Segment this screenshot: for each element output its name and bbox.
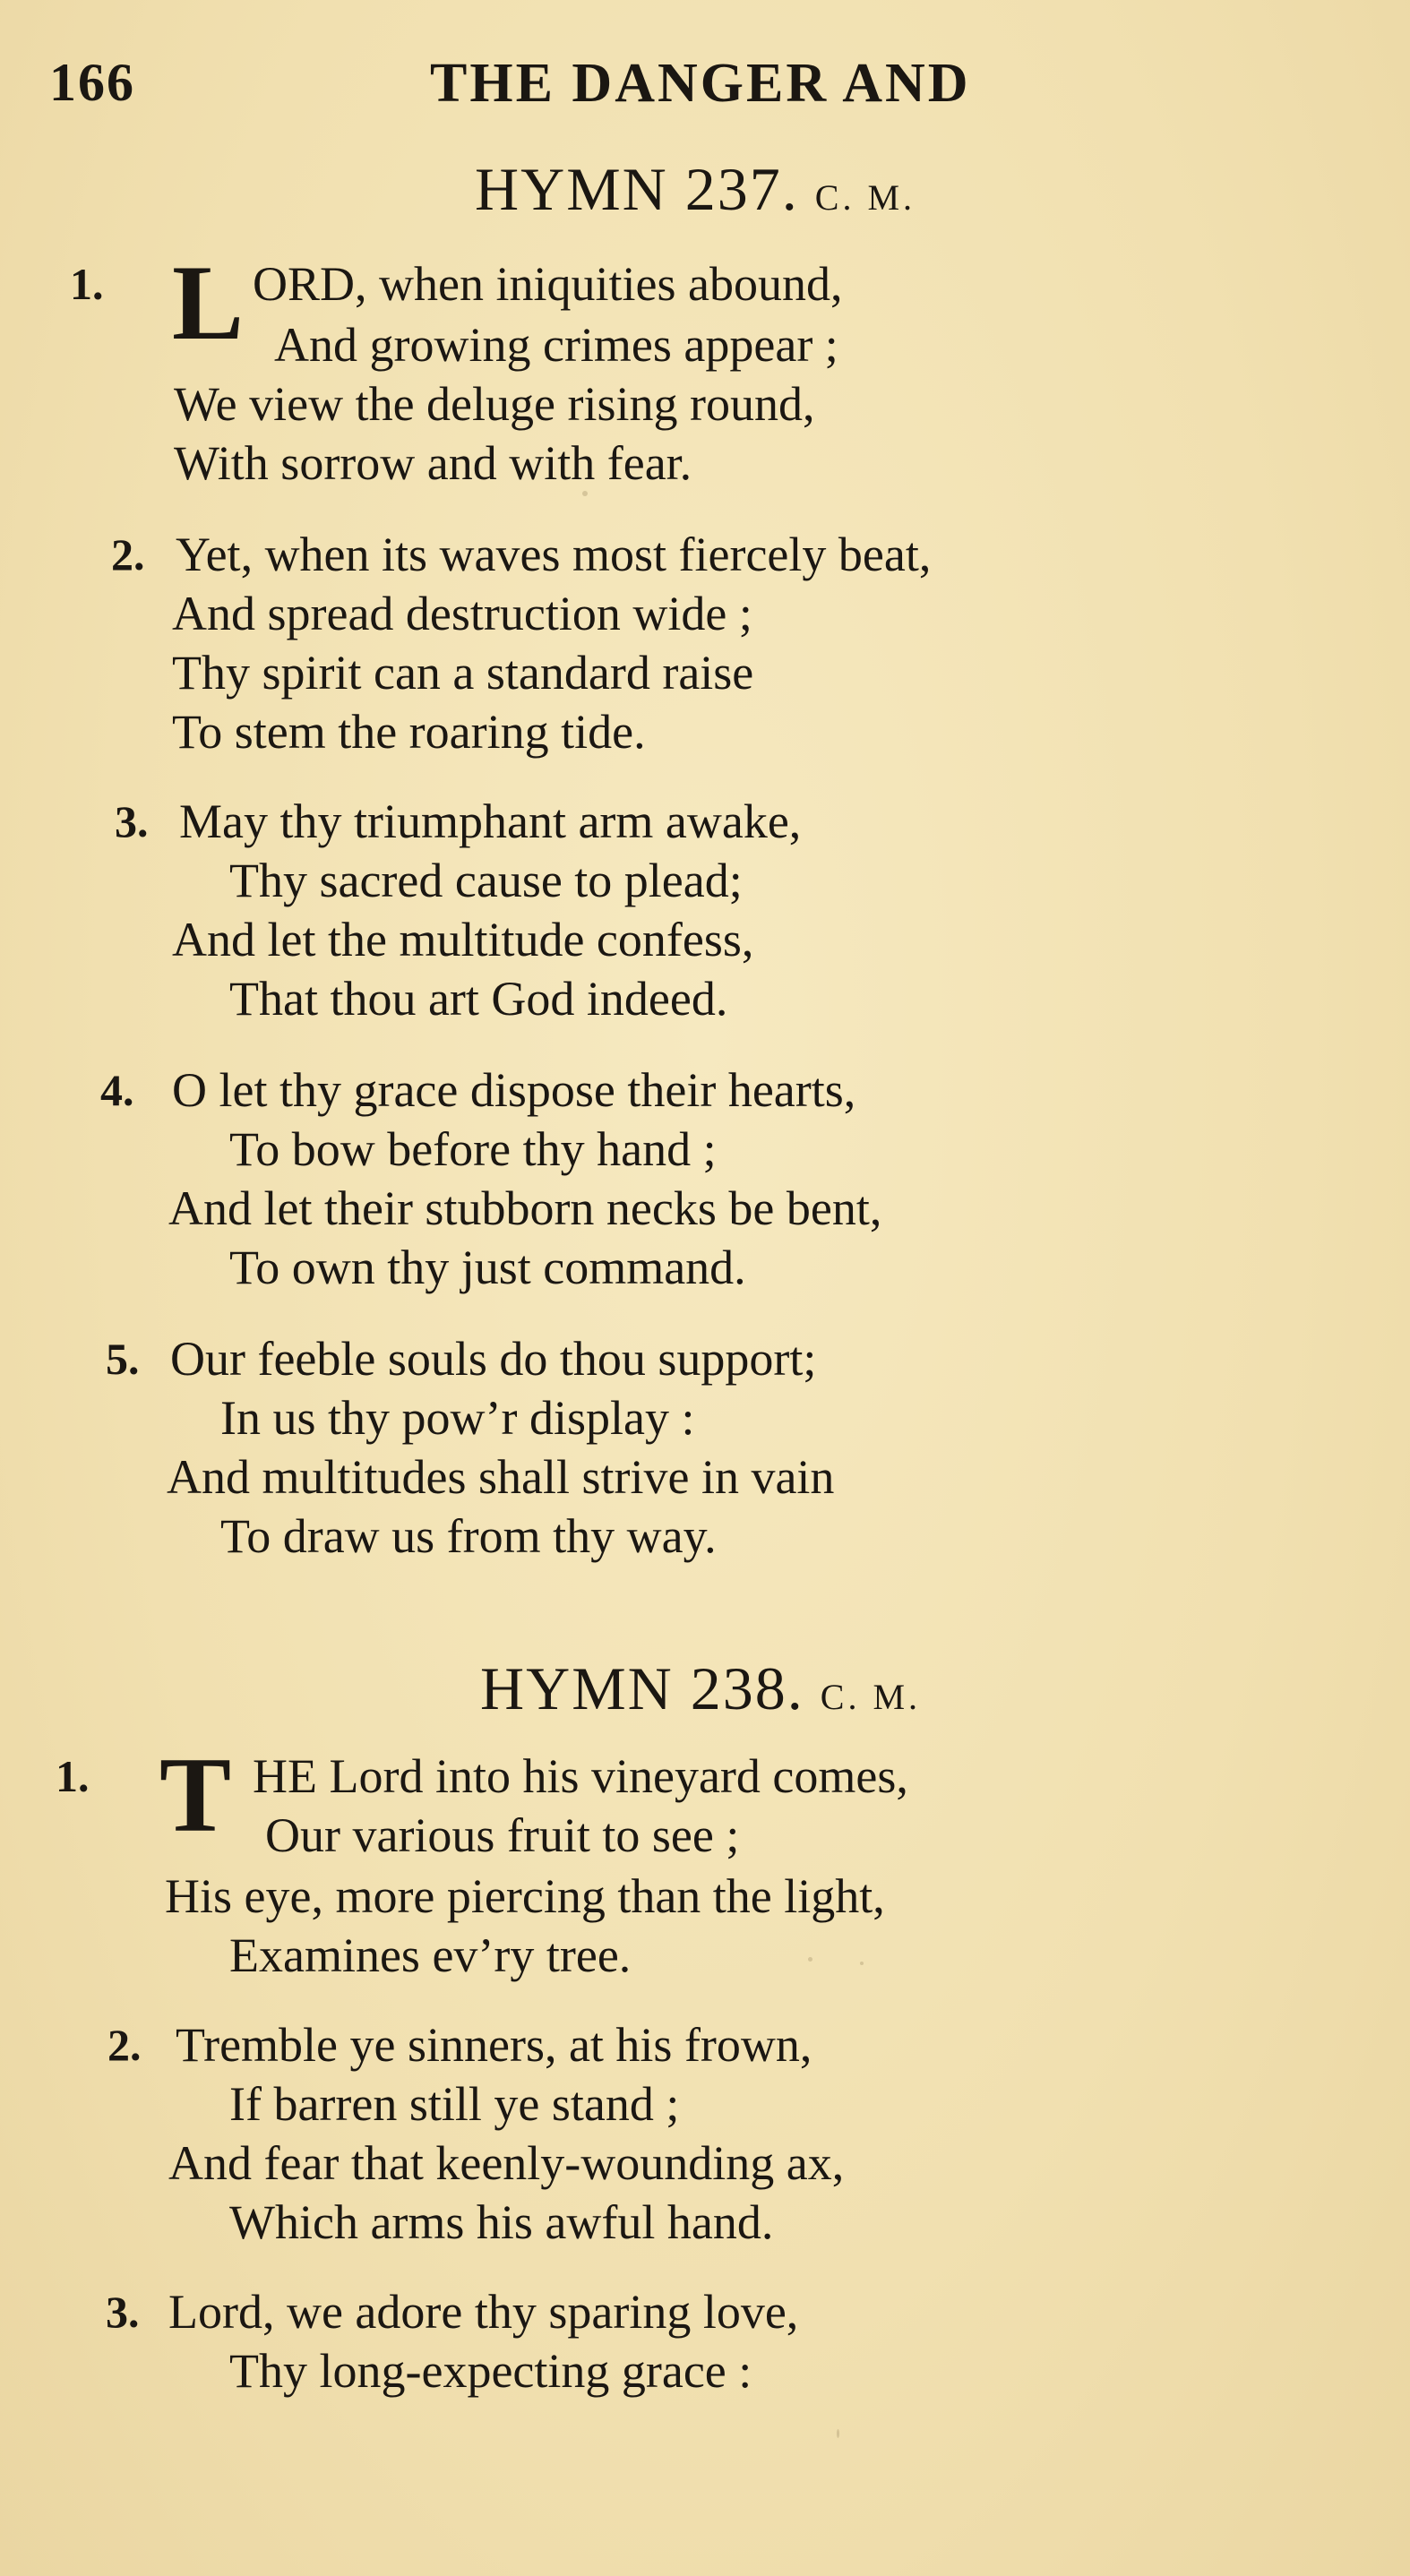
paper-speck	[860, 1962, 864, 1965]
drop-cap: T	[159, 1735, 232, 1854]
verse-line: ORD, when iniquities abound,	[253, 257, 843, 311]
hymn-238-heading	[480, 1653, 921, 1724]
verse-line: With sorrow and with fear.	[174, 436, 692, 490]
hymn-238-title: HYMN 238.	[480, 1654, 804, 1722]
verse-line: And spread destruction wide ;	[172, 587, 752, 640]
stanza-number: 2.	[111, 529, 145, 580]
paper-speck	[837, 2429, 839, 2438]
paper-speck	[808, 1957, 812, 1962]
verse-line: To stem the roaring tide.	[172, 705, 646, 759]
verse-line: And fear that keenly-wounding ax,	[168, 2136, 845, 2190]
verse-line: That thou art God indeed.	[229, 972, 728, 1026]
verse-line: And multitudes shall strive in vain	[167, 1450, 835, 1504]
running-head	[49, 52, 1035, 124]
hymn-237-title: HYMN 237.	[475, 155, 799, 223]
verse-line: O let thy grace dispose their hearts,	[172, 1063, 856, 1117]
verse-line: Our feeble souls do thou support;	[170, 1332, 817, 1386]
verse-line: To bow before thy hand ;	[229, 1122, 717, 1176]
verse-line: Our various fruit to see ;	[265, 1808, 740, 1862]
verse-line: To draw us from thy way.	[220, 1509, 717, 1563]
stanza-number: 4.	[100, 1065, 134, 1115]
page-number: 166	[49, 53, 135, 112]
running-title: THE DANGER AND	[430, 53, 971, 114]
verse-line: Yet, when its waves most fiercely beat,	[176, 528, 932, 581]
verse-line: May thy triumphant arm awake,	[179, 794, 802, 848]
verse-line: In us thy pow’r display :	[220, 1391, 695, 1445]
verse-line: Tremble ye sinners, at his frown,	[176, 2018, 812, 2072]
verse-line: Lord, we adore thy sparing love,	[168, 2285, 799, 2339]
drop-cap: L	[172, 243, 245, 362]
stanza-number: 3.	[115, 796, 149, 846]
verse-line: Thy long-expecting grace :	[229, 2344, 752, 2398]
hymn-237-heading	[475, 154, 916, 225]
verse-line: His eye, more piercing than the light,	[165, 1869, 885, 1923]
verse-line: Which arms his awful hand.	[229, 2195, 774, 2249]
hymn-237-meter: C. M.	[814, 177, 916, 218]
stanza-number: 5.	[106, 1334, 140, 1384]
verse-line: Thy spirit can a standard raise	[172, 646, 754, 700]
verse-line: HE Lord into his vineyard comes,	[253, 1749, 908, 1803]
verse-line: Thy sacred cause to plead;	[229, 854, 743, 907]
verse-line: We view the deluge rising round,	[174, 377, 815, 431]
verse-line: And growing crimes appear ;	[274, 318, 838, 372]
stanza-number: 3.	[106, 2287, 140, 2337]
verse-line: And let their stubborn necks be bent,	[168, 1181, 882, 1235]
hymn-238-meter: C. M.	[820, 1677, 922, 1717]
verse-line: And let the multitude confess,	[172, 913, 754, 966]
stanza-number: 2.	[107, 2020, 142, 2070]
verse-line: If barren still ye stand ;	[229, 2077, 680, 2131]
paper-speck	[582, 491, 588, 496]
stanza-number: 1.	[56, 1751, 90, 1801]
verse-line: To own thy just command.	[229, 1241, 746, 1294]
stanza-number: 1.	[70, 259, 104, 309]
verse-line: Examines ev’ry tree.	[229, 1928, 632, 1982]
